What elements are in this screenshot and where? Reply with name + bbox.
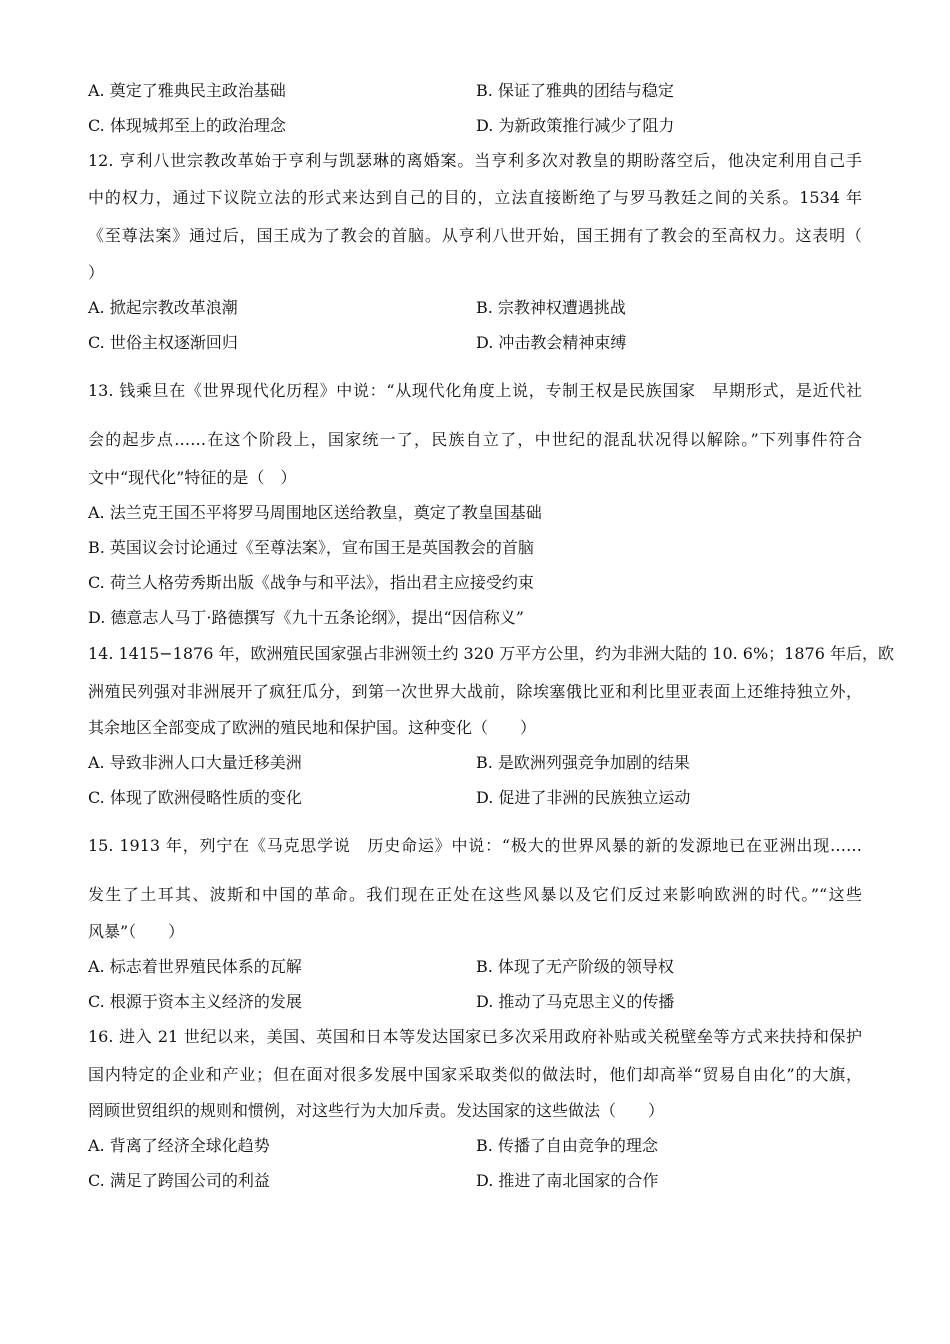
- q13-option-b: B. 英国议会讨论通过《至尊法案》，宣布国王是英国教会的首脑: [88, 538, 534, 557]
- q16-stem-line: 国内特定的企业和产业；但在面对很多发展中国家采取类似的做法时，他们却高举“贸易自由化”的大旗，: [88, 1065, 862, 1084]
- q11-option-c: C. 体现城邦至上的政治理念: [88, 116, 286, 135]
- q15-stem-line: 风暴”（ ）: [88, 922, 185, 941]
- q13-option-d: D. 德意志人马丁·路德撰写《九十五条论纲》，提出“因信称义”: [88, 608, 524, 627]
- q12-option-b: B. 宗教神权遭遇挑战: [476, 298, 626, 317]
- q12-stem-line: 《至尊法案》通过后，国王成为了教会的首脑。从亨利八世开始，国王拥有了教会的至高权力。这表明（: [88, 226, 862, 245]
- q14-option-d: D. 促进了非洲的民族独立运动: [476, 788, 691, 807]
- q15-option-c: C. 根源于资本主义经济的发展: [88, 992, 302, 1011]
- q13-stem-line: 13. 钱乘旦在《世界现代化历程》中说：“从现代化角度上说，专制王权是民族国家 早期形式，是近代社: [88, 381, 862, 400]
- q16-option-a: A. 背离了经济全球化趋势: [88, 1136, 270, 1155]
- q14-stem-line: 洲殖民列强对非洲展开了疯狂瓜分，到第一次世界大战前，除埃塞俄比亚和利比里亚表面上还维持独立外，: [88, 682, 862, 701]
- q15-option-d: D. 推动了马克思主义的传播: [476, 992, 675, 1011]
- q13-option-c: C. 荷兰人格劳秀斯出版《战争与和平法》，指出君主应接受约束: [88, 573, 534, 592]
- q14-option-a: A. 导致非洲人口大量迁移美洲: [88, 753, 302, 772]
- q15-stem-line: 发生了土耳其、波斯和中国的革命。我们现在正处在这些风暴以及它们反过来影响欧洲的时代。”“这些: [88, 885, 862, 904]
- q14-stem-line: 其余地区全部变成了欧洲的殖民地和保护国。这种变化（ ）: [88, 718, 537, 737]
- q16-option-d: D. 推进了南北国家的合作: [476, 1171, 659, 1190]
- q12-option-d: D. 冲击教会精神束缚: [476, 333, 627, 352]
- q12-stem-line: ）: [88, 263, 105, 282]
- q16-stem-line: 16. 进入 21 世纪以来，美国、英国和日本等发达国家已多次采用政府补贴或关税壁垒等方式来扶持和保护: [88, 1027, 862, 1046]
- q16-stem-line: 罔顾世贸组织的规则和惯例，对这些行为大加斥责。发达国家的这些做法（ ）: [88, 1101, 665, 1120]
- q15-stem-line: 15. 1913 年，列宁在《马克思学说 历史命运》中说：“极大的世界风暴的新的发源地已在亚洲出现……: [88, 836, 862, 855]
- q11-option-d: D. 为新政策推行减少了阻力: [476, 116, 675, 135]
- q12-option-c: C. 世俗主权逐渐回归: [88, 333, 238, 352]
- q12-option-a: A. 掀起宗教改革浪潮: [88, 298, 238, 317]
- q13-stem-line: 会的起步点……在这个阶段上，国家统一了，民族自立了，中世纪的混乱状况得以解除。”下列事件符合: [88, 430, 862, 449]
- q14-stem-line: 14. 1415−1876 年，欧洲殖民国家强占非洲领土约 320 万平方公里，约为非洲大陆的 10. 6%；1876 年后，欧: [88, 644, 894, 663]
- q13-option-a: A. 法兰克王国丕平将罗马周围地区送给教皇，奠定了教皇国基础: [88, 503, 542, 522]
- q12-stem-line: 中的权力，通过下议院立法的形式来达到自己的目的，立法直接断绝了与罗马教廷之间的关系。1534 年: [88, 188, 862, 207]
- q11-option-b: B. 保证了雅典的团结与稳定: [476, 81, 674, 100]
- q14-option-b: B. 是欧洲列强竞争加剧的结果: [476, 753, 690, 772]
- q11-option-a: A. 奠定了雅典民主政治基础: [88, 81, 286, 100]
- q16-option-c: C. 满足了跨国公司的利益: [88, 1171, 270, 1190]
- q12-stem-line: 12. 亨利八世宗教改革始于亨利与凯瑟琳的离婚案。当亨利多次对教皇的期盼落空后，他决定利用自己手: [88, 151, 862, 170]
- q15-option-b: B. 体现了无产阶级的领导权: [476, 957, 674, 976]
- q13-stem-line: 文中“现代化”特征的是（ ）: [88, 468, 297, 487]
- q16-option-b: B. 传播了自由竞争的理念: [476, 1136, 658, 1155]
- q15-option-a: A. 标志着世界殖民体系的瓦解: [88, 957, 302, 976]
- q14-option-c: C. 体现了欧洲侵略性质的变化: [88, 788, 302, 807]
